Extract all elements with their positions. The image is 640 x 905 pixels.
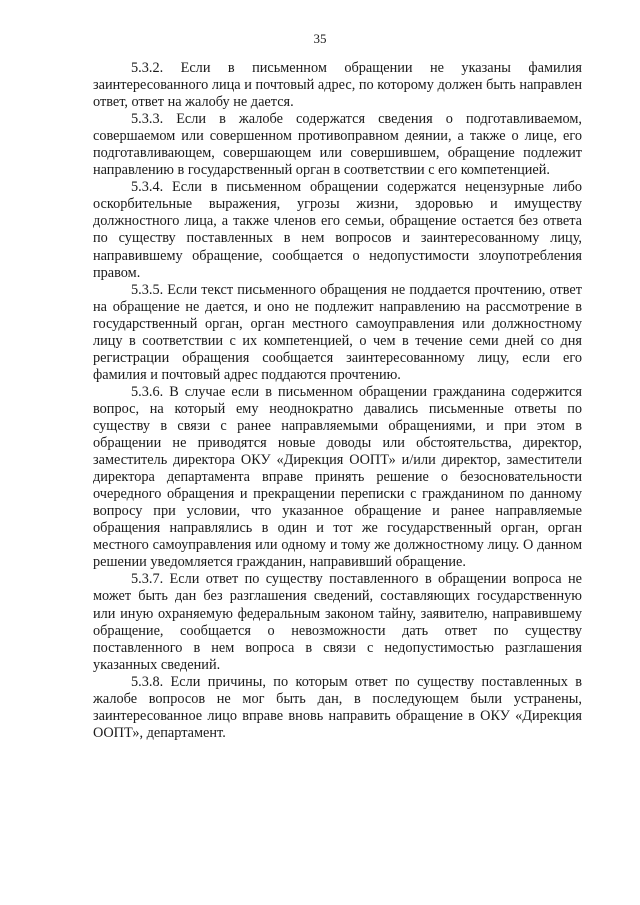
paragraph-5-3-7: 5.3.7. Если ответ по существу поставленного в обращении вопроса не может быть дан без разглашения сведений, составляющих государственную или иную охраняемую федеральным законом тайну, заявителю, направившему обращение, сообщается о невозможности дать ответ по существу поставленного в нем вопроса в связи с недопустимостью разглашения указанных сведений.: [93, 571, 582, 673]
paragraph-5-3-6: 5.3.6. В случае если в письменном обращении гражданина содержится вопрос, на который ему неоднократно давались письменные ответы по существу в связи с ранее направляемыми обращениями, и при этом в обращении не приводятся новые доводы или обстоятельства, директор, заместитель директора ОКУ «Дирекция ООПТ» и/или директор, заместители директора департамента вправе принять решение о безосновательности очередного обращения и прекращении переписки с гражданином по данному вопросу при условии, что указанное обращение и ранее направляемые обращения направлялись в один и тот же государственный орган, орган местного самоуправления или одному и тому же должностному лицу. О данном решении уведомляется гражданин, направивший обращение.: [93, 383, 582, 571]
document-body: [93, 60, 582, 742]
paragraph-5-3-8: 5.3.8. Если причины, по которым ответ по существу поставленных в жалобе вопросов не мог быть дан, в последующем были устранены, заинтересованное лицо вправе вновь направить обращение в ОКУ «Дирекция ООПТ», департамент.: [93, 673, 582, 741]
page-number: 35: [313, 31, 327, 46]
paragraph-5-3-3: 5.3.3. Если в жалобе содержатся сведения о подготавливаемом, совершаемом или совершенном противоправном деянии, а также о лице, его подготавливающем, совершающем или совершившем, обращение подлежит направлению в государственный орган в соответствии с его компетенцией.: [93, 111, 582, 179]
paragraph-5-3-4: 5.3.4. Если в письменном обращении содержатся нецензурные либо оскорбительные выражения, угрозы жизни, здоровью и имуществу должностного лица, а также членов его семьи, обращение остается без ответа по существу поставленных в нем вопросов и заинтересованному лицу, направившему обращение, сообщается о недопустимости злоупотребления правом.: [93, 179, 582, 281]
paragraph-5-3-2: 5.3.2. Если в письменном обращении не указаны фамилия заинтересованного лица и почтовый адрес, по которому должен быть направлен ответ, ответ на жалобу не дается.: [93, 60, 582, 111]
paragraph-5-3-5: 5.3.5. Если текст письменного обращения не поддается прочтению, ответ на обращение не дается, и оно не подлежит направлению на рассмотрение в государственный орган, орган местного самоуправления или должностному лицу в соответствии с их компетенцией, о чем в течение семи дней со дня регистрации обращения сообщается заинтересованному лицу, если его фамилия и почтовый адрес поддаются прочтению.: [93, 281, 582, 383]
